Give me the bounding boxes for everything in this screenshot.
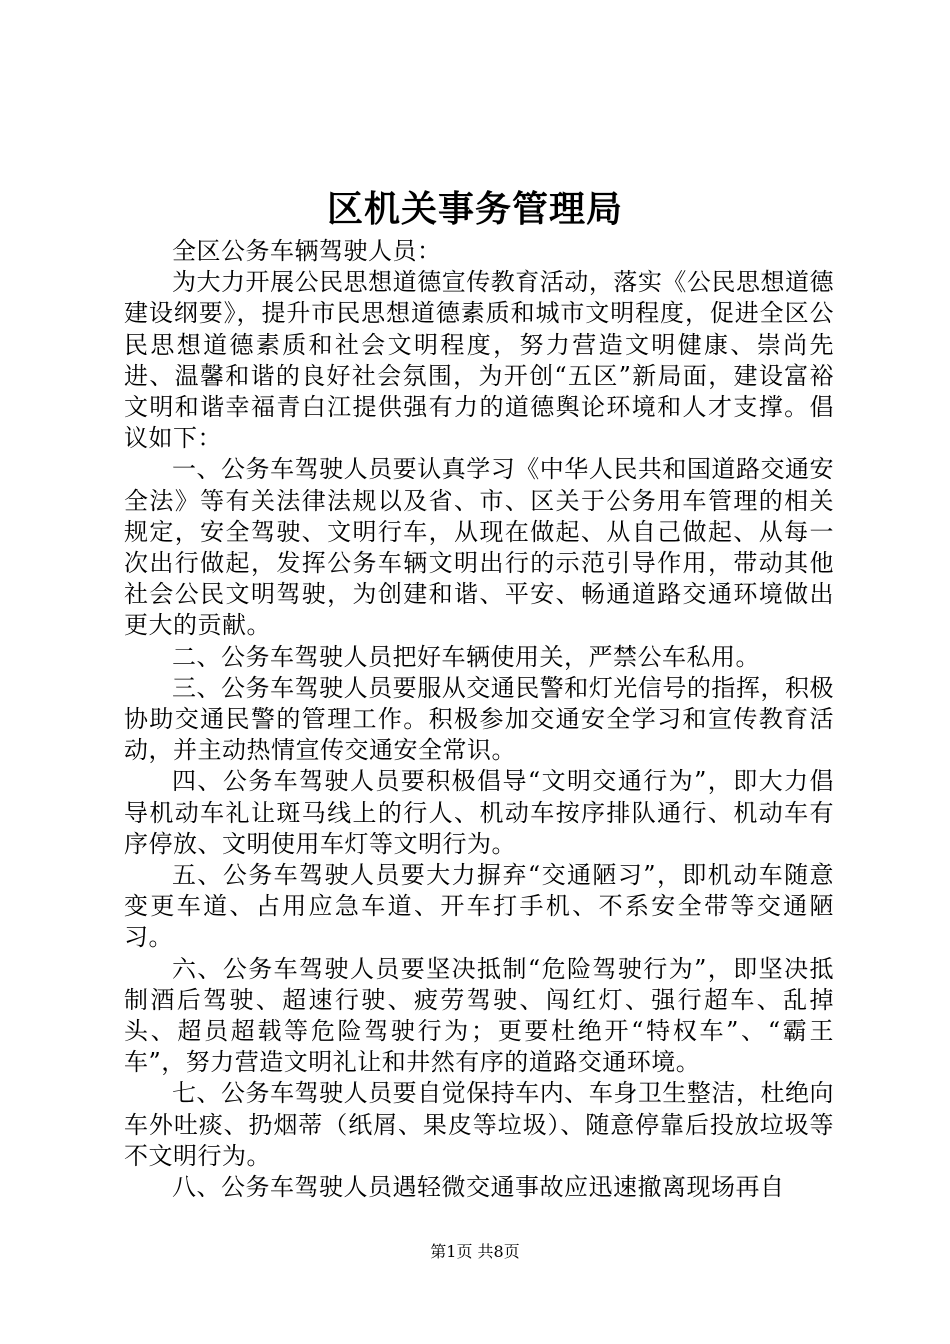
item-paragraph-3: 三、公务车驾驶人员要服从交通民警和灯光信号的指挥，积极协助交通民警的管理工作。积极参加交通安全学习和宣传教育活动，并主动热情宣传交通安全常识。 [124, 673, 834, 765]
item-paragraph-1: 一、公务车驾驶人员要认真学习《中华人民共和国道路交通安全法》等有关法律法规以及省、市、区关于公务用车管理的相关规定，安全驾驶、文明行车，从现在做起、从自己做起、从每一次出行做起，发挥公务车辆文明出行的示范引导作用，带动其他社会公民文明驾驶，为创建和谐、平安、畅通道路交通环境做出更大的贡献。 [124, 455, 834, 640]
item-paragraph-4: 四、公务车驾驶人员要积极倡导“文明交通行为”，即大力倡导机动车礼让斑马线上的行人、机动车按序排队通行、机动车有序停放、文明使用车灯等文明行为。 [124, 767, 834, 858]
page-number-footer: 第1页 共8页 [430, 1242, 520, 1261]
item-paragraph-5: 五、公务车驾驶人员要大力摒弃“交通陋习”，即机动车随意变更车道、占用应急车道、开车打手机、不系安全带等交通陋习。 [124, 861, 834, 952]
item-paragraph-7: 七、公务车驾驶人员要自觉保持车内、车身卫生整洁，杜绝向车外吐痰、扔烟蒂（纸屑、果皮等垃圾）、随意停靠后投放垃圾等不文明行为。 [124, 1079, 834, 1170]
item-paragraph-6: 六、公务车驾驶人员要坚决抵制“危险驾驶行为”，即坚决抵制酒后驾驶、超速行驶、疲劳驾驶、闯红灯、强行超车、乱掉头、超员超载等危险驾驶行为；更要杜绝开“特权车”、“霸王车”，努力营造文明礼让和井然有序的道路交通环境。 [124, 954, 834, 1077]
intro-paragraph: 为大力开展公民思想道德宣传教育活动，落实《公民思想道德建设纲要》，提升市民思想道德素质和城市文明程度，促进全区公民思想道德素质和社会文明程度，努力营造文明健康、崇尚先进、温馨和谐的良好社会氛围，为开创“五区”新局面，建设富裕文明和谐幸福青白江提供强有力的道德舆论环境和人才支撑。倡议如下： [124, 268, 834, 453]
document-body [124, 236, 834, 1203]
document-title: 区机关事务管理局 [326, 188, 623, 230]
item-paragraph-2: 二、公务车驾驶人员把好车辆使用关，严禁公车私用。 [172, 642, 760, 671]
item-paragraph-8: 八、公务车驾驶人员遇轻微交通事故应迅速撤离现场再自 [172, 1173, 785, 1202]
salutation-paragraph: 全区公务车辆驾驶人员： [172, 237, 442, 265]
